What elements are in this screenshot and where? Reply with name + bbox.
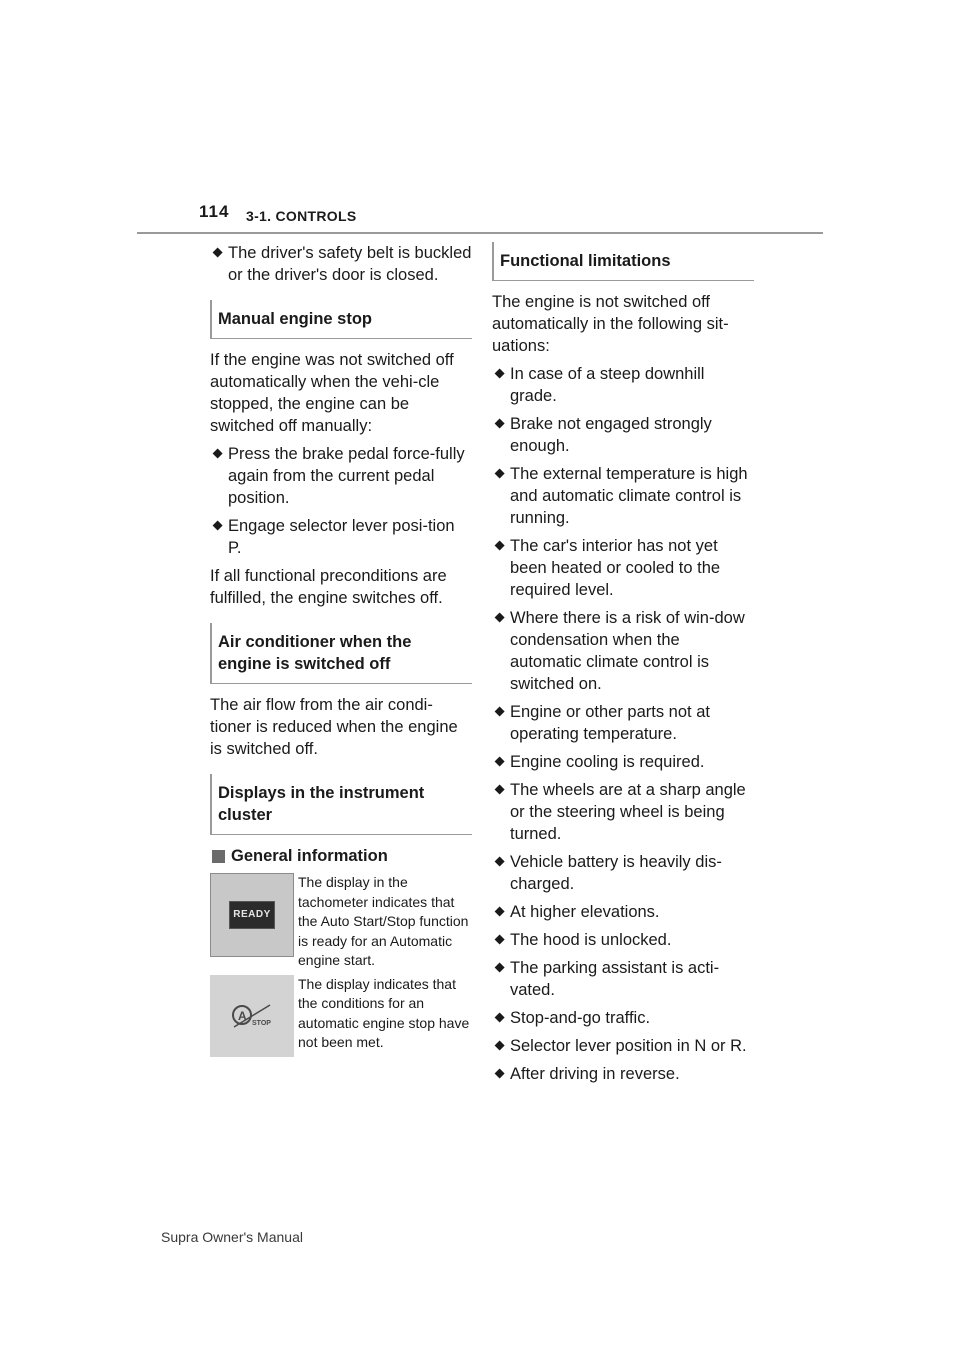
indicator-row-ready (210, 873, 472, 971)
left-column (210, 242, 472, 1061)
list-item (492, 701, 754, 745)
stop-text: STOP (252, 1019, 271, 1027)
manual-stop-outro: If all functional preconditions are fulfilled, the engine switches off. (210, 567, 447, 607)
displays-heading: Displays in the instrument cluster (210, 774, 472, 835)
list-item (492, 1035, 754, 1057)
page-number: 114 (199, 202, 230, 221)
bullet-icon: ⯁ (494, 932, 506, 948)
indicator-row-stop (210, 975, 472, 1057)
bullet-text: Engine cooling is required. (510, 753, 705, 771)
bullet-text: Where there is a risk of win-dow condensation when the automatic climate control is switched on. (510, 609, 745, 693)
air-conditioner-heading: Air conditioner when the engine is switched off (210, 623, 472, 684)
list-item (492, 463, 754, 529)
bullet-icon: ⯁ (494, 1066, 506, 1082)
ready-badge: READY (229, 901, 275, 929)
auto-stop-crossed-icon (210, 975, 294, 1057)
manual-stop-intro: If the engine was not switched off automatically when the vehi-cle stopped, the engine can be switched off manually: (210, 351, 454, 435)
bullet-text: The driver's safety belt is buckled or the driver's door is closed. (228, 244, 472, 284)
auto-stop-symbol (230, 1001, 274, 1031)
bullet-icon: ⯁ (494, 366, 506, 382)
list-item (492, 1063, 754, 1085)
bullet-text: Press the brake pedal force-fully again from the current pedal position. (228, 445, 465, 507)
bullet-text: Vehicle battery is heavily dis-charged. (510, 853, 722, 893)
general-information-label: General information (231, 847, 388, 865)
bullet-text: Engage selector lever posi-tion P. (228, 517, 455, 557)
ready-indicator-description: The display in the tachometer indicates that the Auto Start/Stop function is ready for an Automatic engine start. (298, 874, 469, 968)
bullet-icon: ⯁ (494, 538, 506, 554)
bullet-text: Selector lever position in N or R. (510, 1037, 747, 1055)
bullet-text: Brake not engaged strongly enough. (510, 415, 712, 455)
bullet-text: The external temperature is high and automatic climate control is running. (510, 465, 748, 527)
bullet-icon: ⯁ (494, 1038, 506, 1054)
list-item (210, 443, 472, 509)
bullet-icon: ⯁ (494, 904, 506, 920)
list-item (492, 363, 754, 407)
list-item (492, 1007, 754, 1029)
bullet-icon: ⯁ (494, 1010, 506, 1026)
square-bullet-icon (212, 850, 225, 863)
bullet-icon: ⯁ (212, 245, 224, 261)
bullet-icon: ⯁ (494, 854, 506, 870)
general-information-heading (210, 845, 472, 867)
bullet-icon: ⯁ (494, 704, 506, 720)
list-item (492, 929, 754, 951)
section-title: 3-1. CONTROLS (246, 208, 357, 224)
manual-engine-stop-heading: Manual engine stop (210, 300, 472, 339)
footer-manual-title: Supra Owner's Manual (161, 1229, 303, 1245)
bullet-icon: ⯁ (212, 446, 224, 462)
bullet-text: The wheels are at a sharp angle or the steering wheel is being turned. (510, 781, 746, 843)
bullet-text: The parking assistant is acti-vated. (510, 959, 720, 999)
air-conditioner-text: The air flow from the air condi-tioner is reduced when the engine is switched off. (210, 696, 458, 758)
bullet-text: The car's interior has not yet been heated or cooled to the required level. (510, 537, 721, 599)
list-item (492, 607, 754, 695)
bullet-icon: ⯁ (494, 960, 506, 976)
list-item (492, 751, 754, 773)
ready-indicator-icon (210, 873, 294, 957)
stop-indicator-description: The display indicates that the conditions for an automatic engine stop have not been met. (298, 975, 470, 1050)
svg-text:A: A (238, 1008, 247, 1023)
list-item (492, 851, 754, 895)
list-item (492, 535, 754, 601)
list-item (492, 779, 754, 845)
header-rule (137, 232, 823, 234)
bullet-text: In case of a steep downhill grade. (510, 365, 705, 405)
list-item (210, 242, 472, 286)
bullet-icon: ⯁ (494, 782, 506, 798)
right-column (492, 242, 754, 1091)
bullet-icon: ⯁ (494, 416, 506, 432)
bullet-text: The hood is unlocked. (510, 931, 672, 949)
bullet-text: At higher elevations. (510, 903, 660, 921)
limitations-intro: The engine is not switched off automatically in the following sit-uations: (492, 293, 729, 355)
list-item (492, 957, 754, 1001)
bullet-text: Engine or other parts not at operating temperature. (510, 703, 710, 743)
bullet-text: After driving in reverse. (510, 1065, 680, 1083)
functional-limitations-heading: Functional limitations (492, 242, 754, 281)
list-item (210, 515, 472, 559)
bullet-icon: ⯁ (494, 466, 506, 482)
bullet-text: Stop-and-go traffic. (510, 1009, 651, 1027)
bullet-icon: ⯁ (212, 518, 224, 534)
bullet-icon: ⯁ (494, 610, 506, 626)
list-item (492, 413, 754, 457)
bullet-icon: ⯁ (494, 754, 506, 770)
list-item (492, 901, 754, 923)
